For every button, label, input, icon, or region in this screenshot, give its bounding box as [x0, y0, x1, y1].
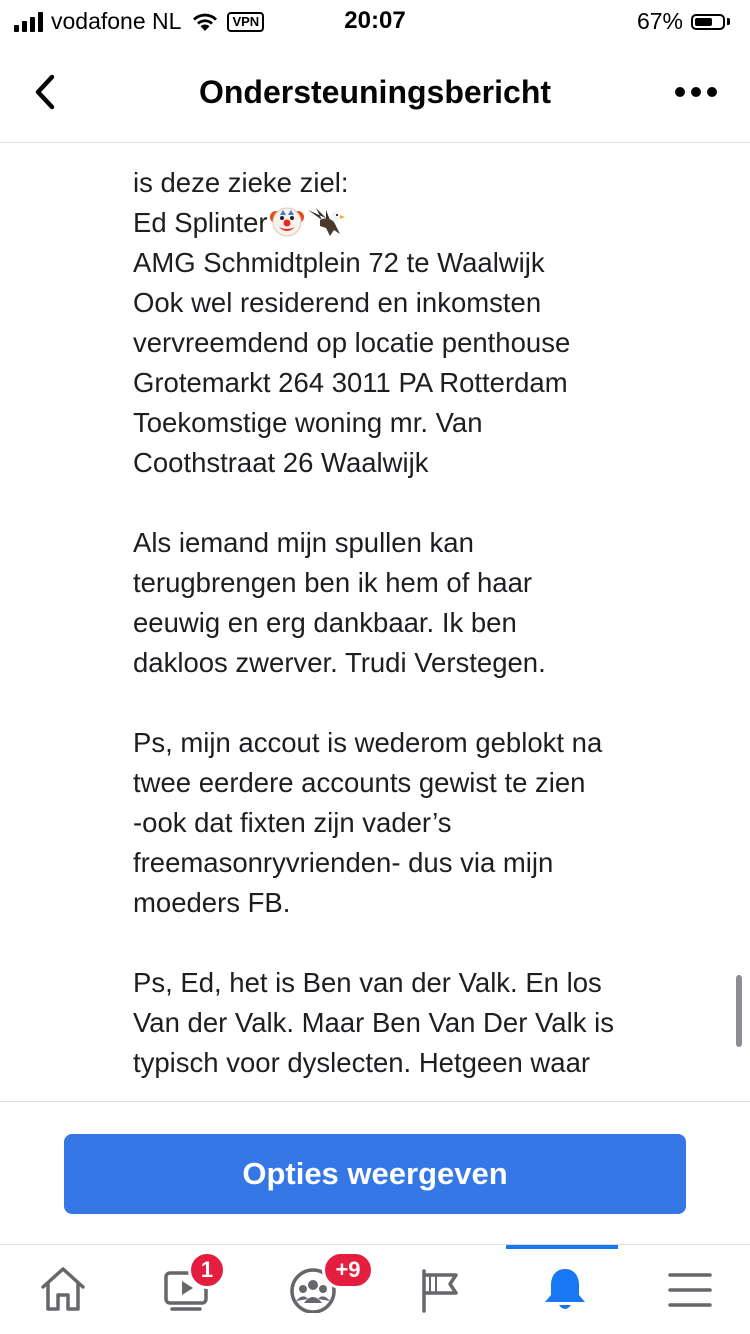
message-line: Coothstraat 26 Waalwijk: [133, 447, 429, 478]
page-title: Ondersteuningsbericht: [198, 74, 552, 110]
status-bar-right: [637, 8, 730, 35]
menu-icon: [666, 1265, 716, 1313]
message-line: moeders FB.: [133, 887, 291, 918]
battery-icon: [691, 14, 725, 30]
message-line: Ps, Ed, het is Ben van der Valk. En los: [133, 967, 602, 998]
battery-percentage: 67%: [636, 8, 683, 34]
message-line: eeuwig en erg dankbaar. Ik ben: [133, 607, 517, 638]
tab-pages[interactable]: [388, 1245, 488, 1334]
message-line: Toekomstige woning mr. Van: [133, 407, 483, 438]
bell-icon: [540, 1265, 590, 1313]
paragraph-gap: [133, 483, 693, 523]
status-time: 20:07: [344, 7, 406, 34]
tab-menu[interactable]: [640, 1245, 740, 1334]
message-line: AMG Schmidtplein 72 te Waalwijk: [133, 247, 545, 278]
tab-watch[interactable]: [136, 1245, 236, 1334]
message-line: twee eerdere accounts gewist te zien: [133, 767, 586, 798]
nav-header: [0, 40, 750, 143]
message-line: Van der Valk. Maar Ben Van Der Valk is: [133, 1007, 614, 1038]
watch-badge: 1: [188, 1251, 226, 1289]
tab-home[interactable]: [12, 1245, 112, 1334]
message-line: Als iemand mijn spullen kan: [133, 527, 474, 558]
tab-notifications[interactable]: [514, 1245, 614, 1334]
message-line: vervreemdend op locatie penthouse: [133, 327, 571, 358]
more-horizontal-icon: [672, 80, 720, 104]
message-line: dakloos zwerver. Trudi Verstegen.: [133, 647, 546, 678]
paragraph-gap: [133, 683, 693, 723]
message-text: [133, 163, 693, 1083]
message-line: -ook dat fixten zijn vader’s: [133, 807, 452, 838]
message-line: freemasonryvrienden- dus via mijn: [133, 847, 554, 878]
message-line: Grotemarkt 264 3011 PA Rotterdam: [133, 367, 568, 398]
eagle-emoji: [306, 204, 346, 238]
clown-face-emoji: [269, 204, 305, 238]
home-icon: [38, 1265, 88, 1313]
carrier-name: vodafone NL: [51, 8, 182, 34]
message-line: terugbrengen ben ik hem of haar: [133, 567, 533, 598]
message-line: Ook wel residerend en inkomsten: [133, 287, 542, 318]
message-line: is deze zieke ziel:: [133, 167, 349, 198]
options-footer: [0, 1101, 750, 1245]
message-line: typisch voor dyslecten. Hetgeen waar: [133, 1047, 591, 1078]
paragraph-gap: [133, 923, 693, 963]
battery-cap: [727, 18, 730, 25]
more-button[interactable]: [672, 80, 720, 104]
message-line: Ps, mijn accout is wederom geblokt na: [133, 727, 603, 758]
scrollbar[interactable]: [736, 975, 742, 1047]
tab-bar: [0, 1245, 750, 1334]
groups-badge: +9: [322, 1251, 374, 1289]
show-options-button[interactable]: Opties weergeven: [64, 1134, 686, 1214]
message-body: [0, 143, 750, 1101]
battery-fill: [695, 18, 712, 26]
flag-icon: [414, 1265, 464, 1313]
message-line-text: Ed Splinter: [133, 207, 268, 238]
vpn-badge: VPN: [227, 12, 264, 32]
message-line-with-emoji: [133, 203, 693, 243]
status-bar: [0, 0, 750, 40]
tab-groups[interactable]: [262, 1245, 362, 1334]
